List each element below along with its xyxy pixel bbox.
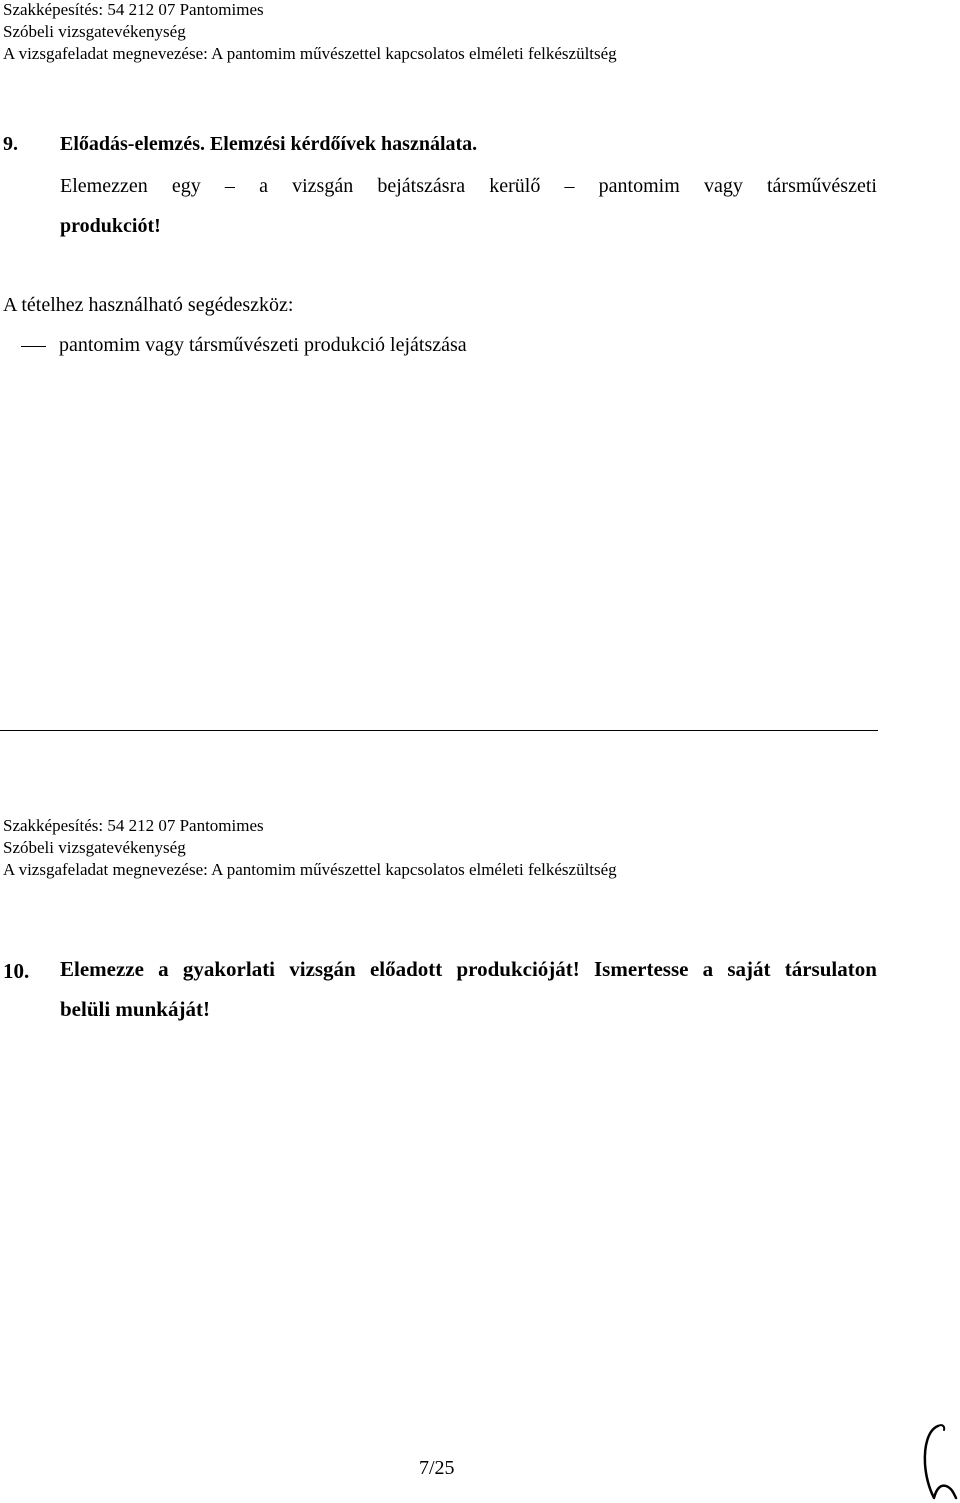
page-divider (0, 730, 878, 731)
q10-line1-word-2: gyakorlati (182, 957, 276, 981)
q10-line1-word-7: a (702, 957, 714, 981)
header-qualification-2: Szakképesítés: 54 212 07 Pantomimes (3, 816, 264, 835)
q10-line1-word-1: a (158, 957, 169, 981)
dash-bullet-icon (21, 346, 46, 347)
header-task-name-2: A vizsgafeladat megnevezése: A pantomim művészettel kapcsolatos elméleti felkészültség (3, 860, 617, 879)
q9-body-word-10: társművészeti (766, 175, 877, 197)
q10-line1-word-6: Ismertesse (593, 957, 689, 981)
question-10-line1 (60, 956, 877, 982)
q9-body-word-8: pantomim (598, 175, 680, 197)
q9-body-word-3: a (259, 175, 268, 197)
signature-mark (918, 1420, 958, 1502)
q9-body-word-1: egy (171, 175, 201, 197)
aid-item-text: pantomim vagy társművészeti produkció lejátszása (59, 334, 467, 356)
q10-line1-word-0: Elemezze (60, 957, 144, 981)
q10-line1-word-5: produkcióját! (456, 957, 580, 981)
question-9-number: 9. (3, 133, 18, 155)
q9-body-word-9: vagy (703, 175, 743, 197)
q9-body-word-6: kerülő (489, 175, 541, 197)
header-task-name: A vizsgafeladat megnevezése: A pantomim művészettel kapcsolatos elméleti felkészültség (3, 44, 617, 63)
question-10-line2: belüli munkáját! (60, 997, 210, 1021)
question-10-number: 10. (3, 959, 30, 983)
header-activity-2: Szóbeli vizsgatevékenység (3, 838, 186, 857)
question-9-title: Előadás-elemzés. Elemzési kérdőívek használata. (60, 133, 478, 155)
q10-line1-word-4: előadott (369, 957, 443, 981)
header-activity: Szóbeli vizsgatevékenység (3, 22, 186, 41)
q9-body-word-2: – (224, 175, 235, 197)
question-9-body-line1 (60, 174, 877, 198)
q9-body-word-5: bejátszásra (377, 175, 466, 197)
aid-heading: A tételhez használható segédeszköz: (3, 294, 294, 316)
page-number: 7/25 (419, 1457, 455, 1479)
question-9-body-line2: produkciót! (60, 215, 161, 237)
header-qualification: Szakképesítés: 54 212 07 Pantomimes (3, 0, 264, 19)
q10-line1-word-8: saját (727, 957, 771, 981)
q9-body-word-0: Elemezzen (60, 175, 148, 197)
q9-body-word-4: vizsgán (292, 175, 354, 197)
q10-line1-word-9: társulaton (784, 957, 877, 981)
q10-line1-word-3: vizsgán (289, 957, 356, 981)
q9-body-word-7: – (564, 175, 575, 197)
aid-item (21, 333, 467, 357)
